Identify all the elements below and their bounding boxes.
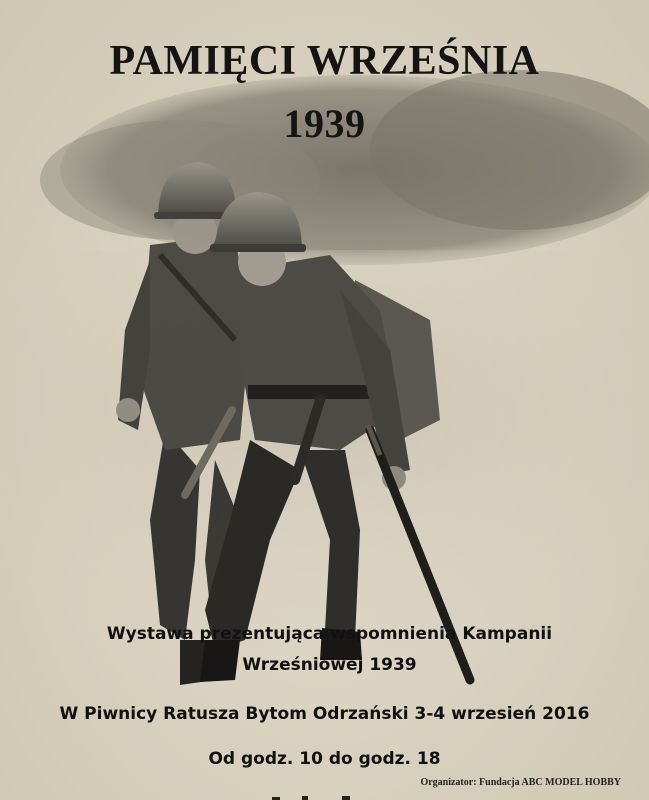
poster-year: 1939 <box>283 101 366 146</box>
poster-title: PAMIĘCI WRZEŚNIA <box>109 38 540 84</box>
cropped-text-fragment <box>272 795 352 800</box>
description-line-1: Wystawa prezentująca wspomnienia Kampanii <box>106 624 553 644</box>
description-line-2: Wrześniowej 1939 <box>242 655 417 675</box>
event-hours: Od godz. 10 do godz. 18 <box>208 749 441 769</box>
event-location-date: W Piwnicy Ratusza Bytom Odrzański 3-4 wrzesień 2016 <box>59 704 590 724</box>
organizer-credit: Organizator: Fundacja ABC MODEL HOBBY <box>420 777 621 788</box>
